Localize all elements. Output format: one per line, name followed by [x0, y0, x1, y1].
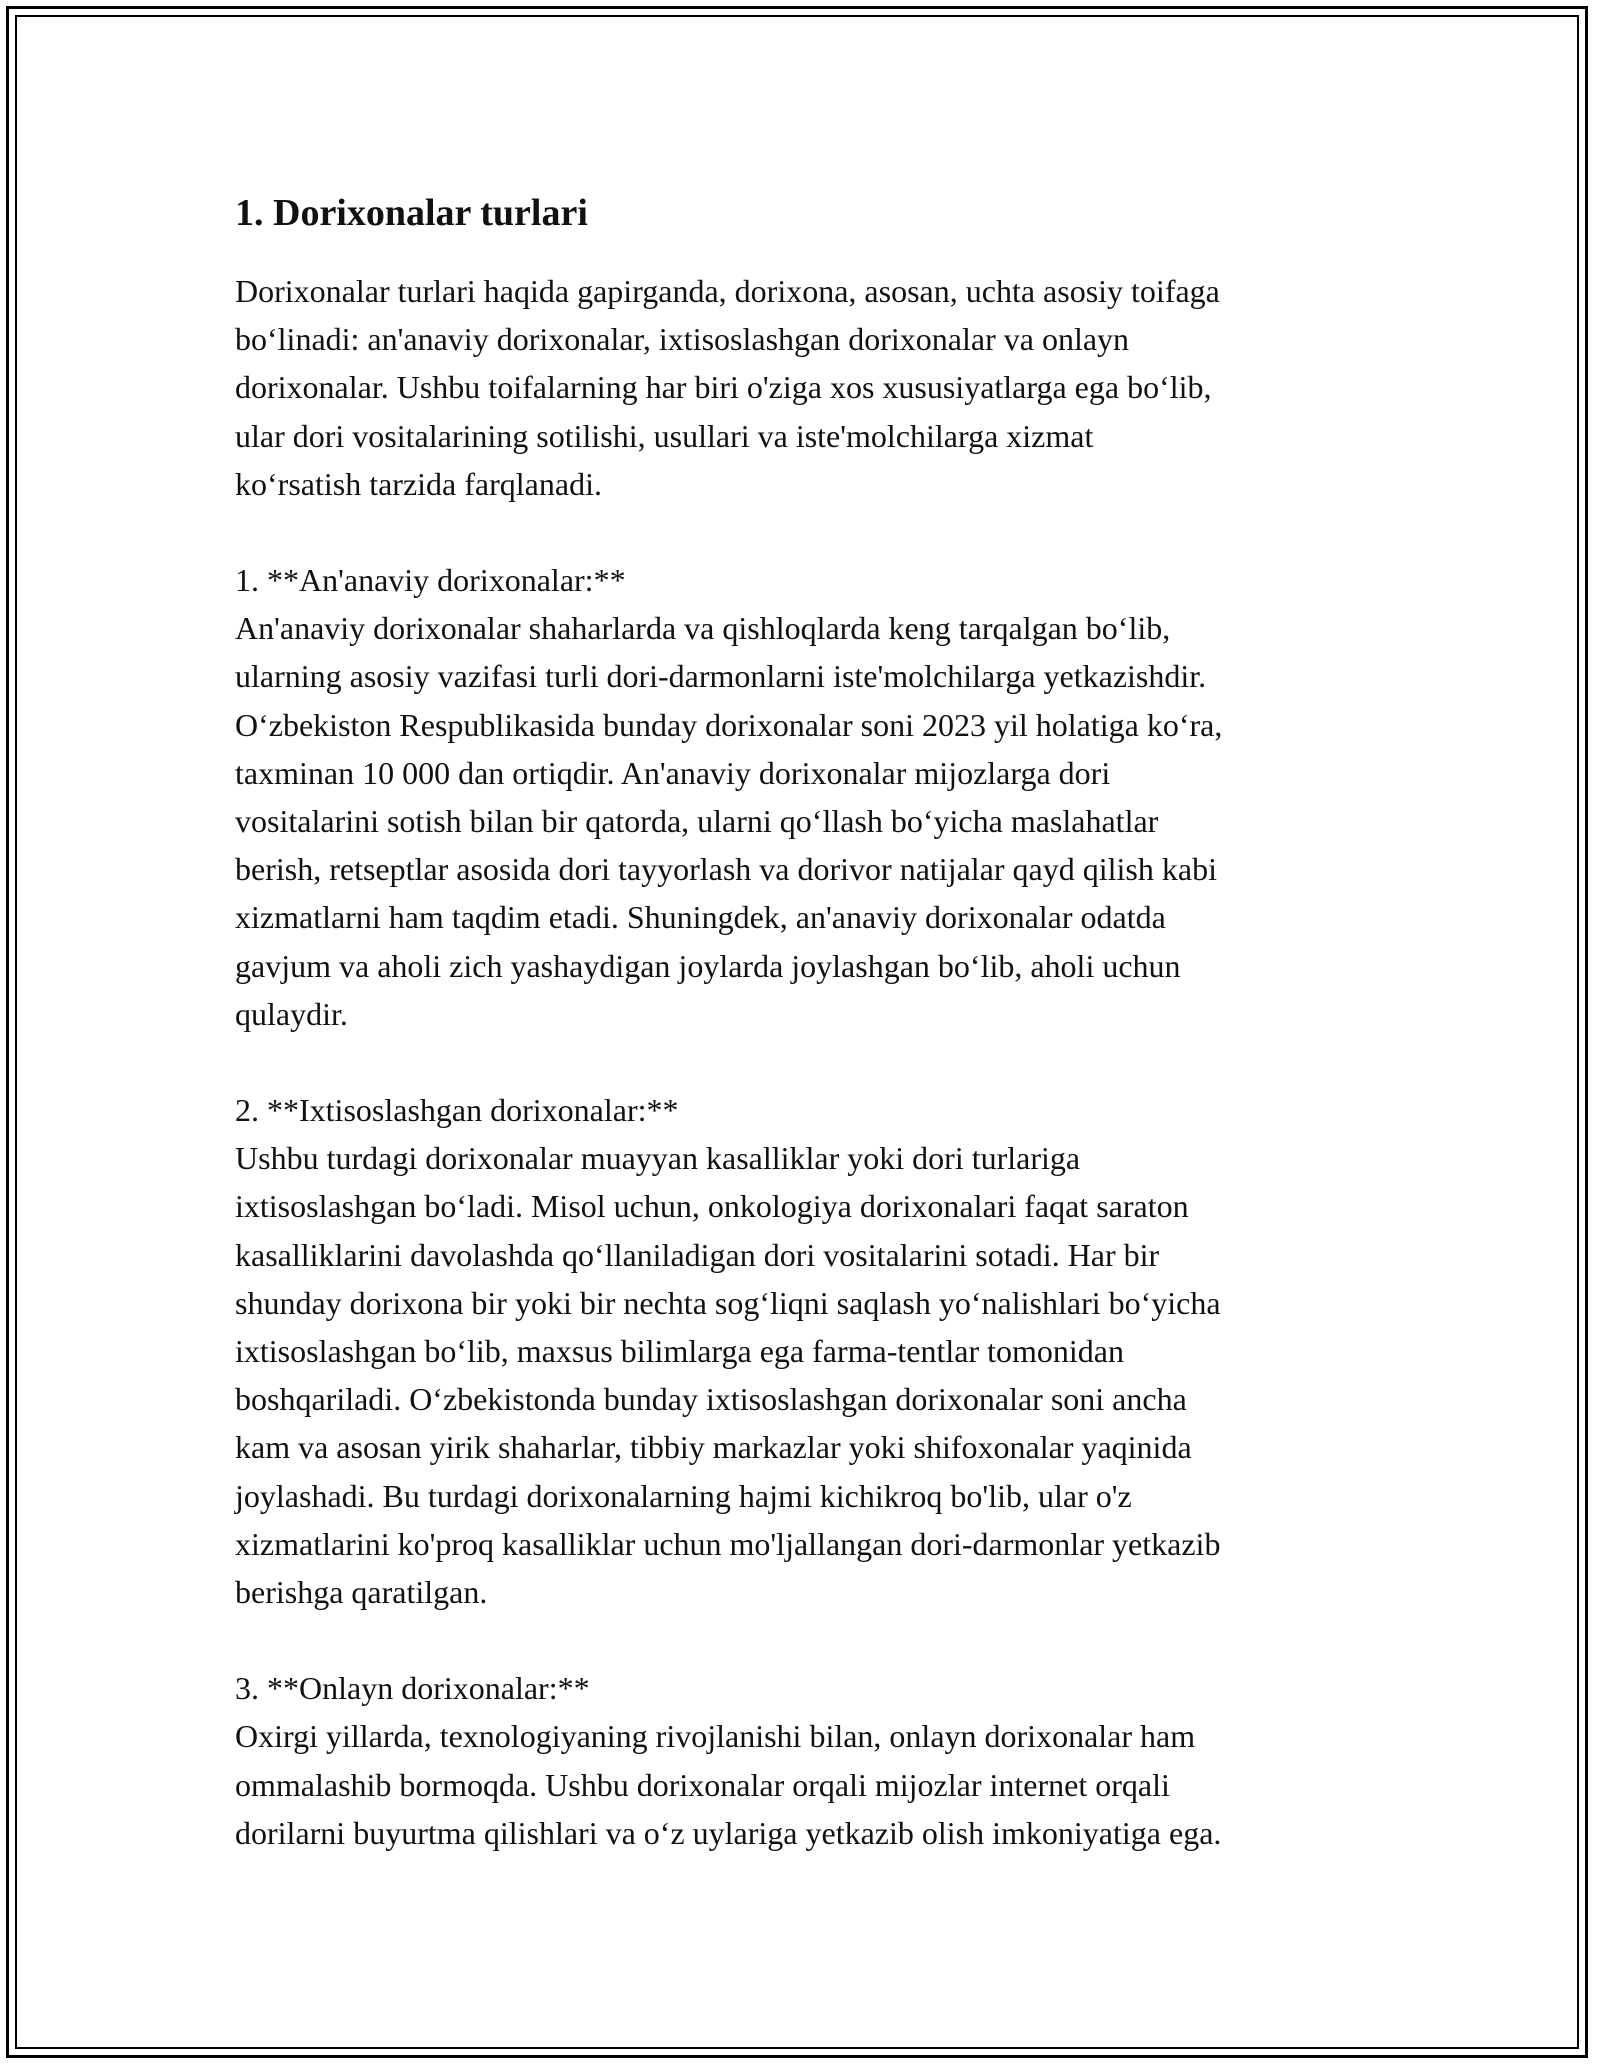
section-online [235, 1664, 1385, 1857]
section-body: Ushbu turdagi dorixonalar muayyan kasalliklar yoki dori turlariga ixtisoslashgan bo‘ladi. Misol uchun, onkologiya dorixonalari faqat saraton kasalliklarini davolashda qo‘llaniladigan dori vositalarini sotadi. Har bir shunday dorixona bir yoki bir nechta sog‘liqni saqlash yo‘nalishlari bo‘yicha ixtisoslashgan bo‘lib, maxsus bilimlarga ega farma-tentlar tomonidan boshqariladi. O‘zbekistonda bunday ixtisoslashgan dorixonalar soni ancha kam va asosan yirik shaharlar, tibbiy markazlar yoki shifoxonalar yaqinida joylashadi. Bu turdagi dorixonalarning hajmi kichikroq bo'lib, ular o'z xizmatlarini ko'proq kasalliklar uchun mo'ljallangan dori-darmonlar yetkazib berishga qaratilgan. [235, 1140, 1221, 1611]
section-heading: 2. **Ixtisoslashgan dorixonalar:** [235, 1092, 679, 1129]
section-heading: 3. **Onlayn dorixonalar:** [235, 1670, 590, 1707]
paragraph-gap [235, 1038, 1385, 1086]
paragraph-gap [235, 1616, 1385, 1664]
document-title: 1. Dorixonalar turlari [235, 192, 588, 234]
document-body [235, 185, 1385, 1857]
section-body: Oxirgi yillarda, texnologiyaning rivojlanishi bilan, onlayn dorixonalar ham ommalashib bormoqda. Ushbu dorixonalar orqali mijozlar internet orqali dorilarni buyurtma qilishlari va o‘z uylariga yetkazib olish imkoniyatiga ega. [235, 1718, 1222, 1851]
section-specialized [235, 1086, 1385, 1616]
section-heading: 1. **An'anaviy dorixonalar:** [235, 562, 626, 599]
section-body: An'anaviy dorixonalar shaharlarda va qishloqlarda keng tarqalgan bo‘lib, ularning asosiy vazifasi turli dori-darmonlarni iste'molchilarga yetkazishdir. O‘zbekiston Respublikasida bunday dorixonalar soni 2023 yil holatiga ko‘ra, taxminan 10 000 dan ortiqdir. An'anaviy dorixonalar mijozlarga dori vositalarini sotish bilan bir qatorda, ularni qo‘llash bo‘yicha maslahatlar berish, retseptlar asosida dori tayyorlash va dorivor natijalar qayd qilish kabi xizmatlarni ham taqdim etadi. Shuningdek, an'anaviy dorixonalar odatda gavjum va aholi zich yashaydigan joylarda joylashgan bo‘lib, aholi uchun qulaydir. [235, 610, 1223, 1032]
paragraph-gap [235, 508, 1385, 556]
intro-paragraph: Dorixonalar turlari haqida gapirganda, dorixona, asosan, uchta asosiy toifaga bo‘linadi: an'anaviy dorixonalar, ixtisoslashgan dorixonalar va onlayn dorixonalar. Ushbu toifalarning har biri o'ziga xos xususiyatlarga ega bo‘lib, ular dori vositalarining sotilishi, usullari va iste'molchilarga xizmat ko‘rsatish tarzida farqlanadi. [235, 273, 1220, 502]
section-traditional [235, 556, 1385, 1038]
